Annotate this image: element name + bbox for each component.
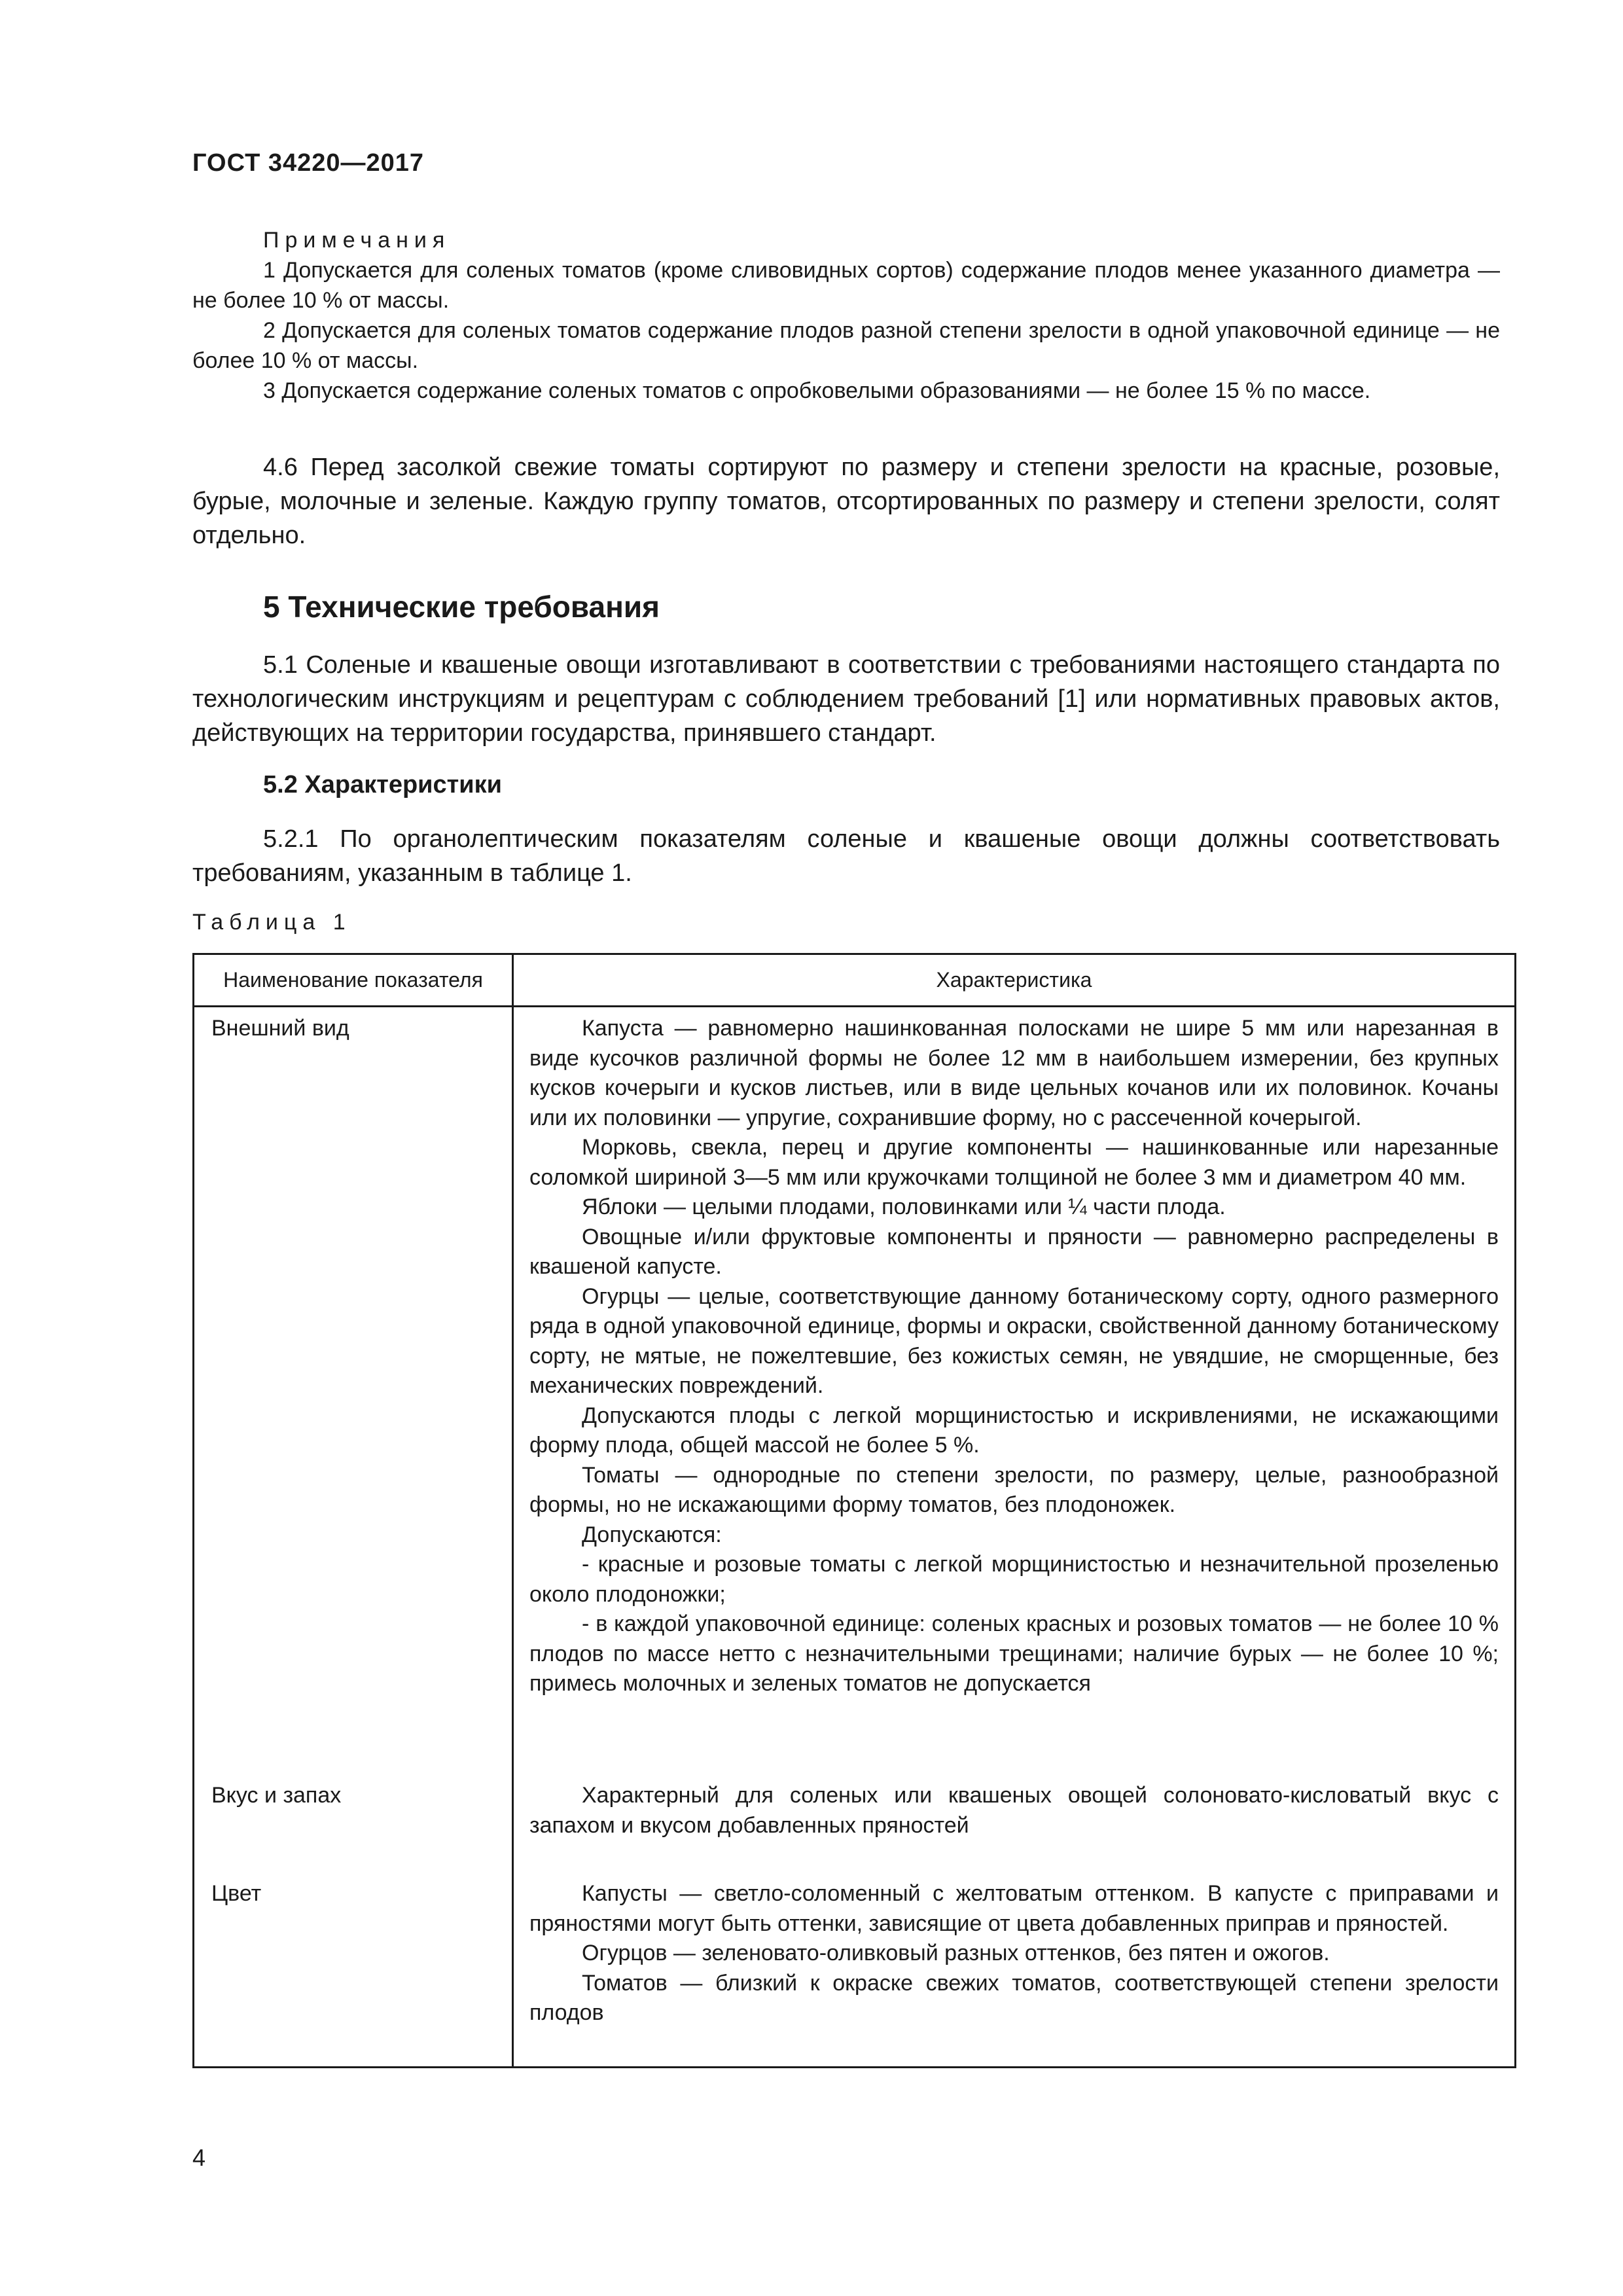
table-row: [194, 1781, 1516, 1873]
indicator-description: [513, 1873, 1516, 2068]
description-paragraph: - в каждой упаковочной единице: соленых красных и розовых томатов — не более 10 % плодов по массе нетто с незначительными трещинами; наличие бурых — не более 10 %; примесь молочных и зеленых томатов не допускается: [529, 1611, 1499, 1696]
description-paragraph: Томаты — однородные по степени зрелости, по размеру, целые, разнообразной формы, но не искажающими форму томатов, без плодоножек.: [529, 1462, 1499, 1517]
description-paragraph: Капусты — светло-соломенный с желтоватым оттенком. В капусте с приправами и пряностями могут быть оттенки, зависящие от цвета добавленных приправ и пряностей.: [529, 1881, 1499, 1936]
table-row: [194, 1007, 1516, 1782]
indicator-description: [513, 1007, 1516, 1782]
paragraph-text: 4.6 Перед засолкой свежие томаты сортируют по размеру и степени зрелости на красные, розовые, бурые, молочные и зеленые. Каждую группу томатов, отсортированных по размеру и степени зрелости, солят отдельно.: [192, 454, 1500, 549]
description-paragraph: - красные и розовые томаты с легкой морщинистостью и незначительной прозеленью около плодоножки;: [529, 1552, 1499, 1607]
table-header-row: [194, 954, 1516, 1007]
section-heading-5: 5 Технические требования: [263, 590, 660, 624]
indicator-description: [513, 1781, 1516, 1873]
page-number: 4: [192, 2144, 206, 2171]
indicator-name: Вкус и запах: [194, 1781, 513, 1873]
description-paragraph: Огурцов — зеленовато-оливковый разных оттенков, без пятен и ожогов.: [582, 1941, 1330, 1965]
indicator-name: Цвет: [194, 1873, 513, 2068]
notes-title: Примечания: [263, 228, 451, 253]
description-paragraph: Огурцы — целые, соответствующие данному ботаническому сорту, одного размерного ряда в одной упаковочной единице, формы и окраски, свойственной данному ботаническому сорту, не мятые, не пожелтевшие, без кожистых семян, не увядшие, не сморщенные, без механических повреждений.: [529, 1283, 1499, 1398]
characteristics-table: [192, 953, 1516, 2068]
description-paragraph: Характерный для соленых или квашеных овощей солоновато-кисловатый вкус с запахом и вкусом добавленных пряностей: [529, 1783, 1499, 1838]
table-caption: Таблица 1: [192, 910, 351, 935]
paragraph-text: 5.1 Соленые и квашеные овощи изготавливают в соответствии с требованиями настоящего стандарта по технологическим инструкциям и рецептурам с соблюдением требований [1] или нормативных правовых актов, действующих на территории государства, принявшего стандарт.: [192, 651, 1500, 747]
description-paragraph: Капуста — равномерно нашинкованная полосками не шире 5 мм или нарезанная в виде кусочков различной формы не более 12 мм в наибольшем измерении, без крупных кусков кочерыги и кусков листьев, или в виде цельных кочанов или их половинок. Кочаны или их половинки — упругие, сохранившие форму, но с рассеченной кочерыгой.: [529, 1016, 1499, 1130]
paragraph-4-6: [192, 450, 1500, 552]
paragraph-text: 5.2.1 По органолептическим показателям соленые и квашеные овощи должны соответствовать требованиям, указанным в таблице 1.: [192, 825, 1500, 887]
notes-block: [192, 225, 1500, 406]
note-item: 3 Допускается содержание соленых томатов с опробковелыми образованиями — не более 15 % по массе.: [263, 378, 1371, 403]
paragraph-5-2-1: [192, 822, 1500, 890]
table-header-cell: Наименование показателя: [194, 954, 513, 1007]
document-header: ГОСТ 34220—2017: [192, 149, 425, 177]
indicator-name: Внешний вид: [194, 1007, 513, 1782]
note-item: 1 Допускается для соленых томатов (кроме сливовидных сортов) содержание плодов менее указанного диаметра — не более 10 % от массы.: [192, 258, 1500, 313]
description-paragraph: Яблоки — целыми плодами, половинками или ¼ части плода.: [582, 1194, 1226, 1219]
paragraph-5-1: [192, 648, 1500, 750]
description-paragraph: Допускаются плоды с легкой морщинистостью и искривлениями, не искажающими форму плода, общей массой не более 5 %.: [529, 1403, 1499, 1458]
note-item: 2 Допускается для соленых томатов содержание плодов разной степени зрелости в одной упаковочной единице — не более 10 % от массы.: [192, 318, 1500, 373]
subsection-heading-5-2: 5.2 Характеристики: [263, 771, 503, 798]
description-paragraph: Допускаются:: [582, 1522, 722, 1547]
description-paragraph: Морковь, свекла, перец и другие компоненты — нашинкованные или нарезанные соломкой шириной 3—5 мм или кружочками толщиной не более 3 мм и диаметром 40 мм.: [529, 1135, 1499, 1190]
table-row: [194, 1873, 1516, 2068]
description-paragraph: Овощные и/или фруктовые компоненты и пряности — равномерно распределены в квашеной капусте.: [529, 1224, 1499, 1279]
description-paragraph: Томатов — близкий к окраске свежих томатов, соответствующей степени зрелости плодов: [529, 1970, 1499, 2025]
table-header-cell: Характеристика: [513, 954, 1516, 1007]
